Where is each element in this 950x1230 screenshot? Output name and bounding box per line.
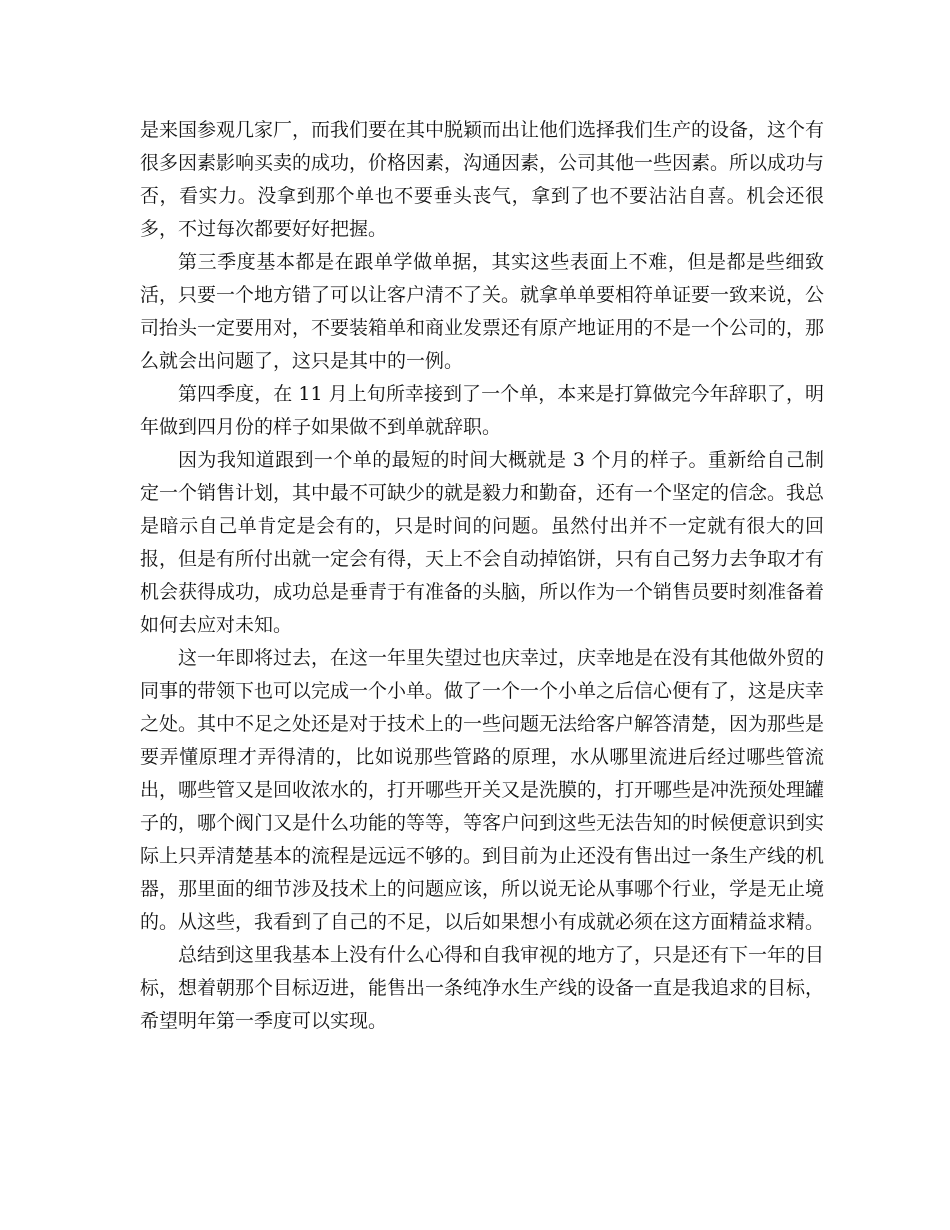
paragraph-5: 这一年即将过去，在这一年里失望过也庆幸过，庆幸地是在没有其他做外贸的同事的带领下也可以完成一个小单。做了一个一个小单之后信心便有了，这是庆幸之处。其中不足之处还是对于技术上的一些问题无法给客户解答清楚，因为那些是要弄懂原理才弄得清的，比如说那些管路的原理，水从哪里流进后经过哪些管流出，哪些管又是回收浓水的，打开哪些开关又是洗膜的，打开哪些是冲洗预处理罐子的，哪个阀门又是什么功能的等等，等客户问到这些无法告知的时候便意识到实际上只弄清楚基本的流程是远远不够的。到目前为止还没有售出过一条生产线的机器，那里面的细节涉及技术上的问题应该，所以说无论从事哪个行业，学是无止境的。从这些，我看到了自己的不足，以后如果想小有成就必须在这方面精益求精。	[140, 647, 825, 933]
paragraph-3: 第四季度，在 11 月上旬所幸接到了一个单，本来是打算做完今年辞职了，明年做到四月份的样子如果做不到单就辞职。	[140, 383, 824, 438]
document-body	[140, 114, 824, 1038]
paragraph-6: 总结到这里我基本上没有什么心得和自我审视的地方了，只是还有下一年的目标，想着朝那个目标迈进，能售出一条纯净水生产线的设备一直是我追求的目标，希望明年第一季度可以实现。	[140, 944, 825, 1032]
paragraph-4: 因为我知道跟到一个单的最短的时间大概就是 3 个月的样子。重新给自己制定一个销售计划，其中最不可缺少的就是毅力和勤奋，还有一个坚定的信念。我总是暗示自己单肯定是会有的，只是时间的问题。虽然付出并不一定就有很大的回报，但是有所付出就一定会有得，天上不会自动掉馅饼，只有自己努力去争取才有机会获得成功，成功总是垂青于有准备的头脑，所以作为一个销售员要时刻准备着如何去应对未知。	[140, 449, 825, 636]
paragraph-1: 是来国参观几家厂，而我们要在其中脱颖而出让他们选择我们生产的设备，这个有很多因素影响买卖的成功，价格因素，沟通因素，公司其他一些因素。所以成功与否，看实力。没拿到那个单也不要垂头丧气，拿到了也不要沾沾自喜。机会还很多，不过每次都要好好把握。	[140, 119, 825, 240]
paragraph-2: 第三季度基本都是在跟单学做单据，其实这些表面上不难，但是都是些细致活，只要一个地方错了可以让客户清不了关。就拿单单要相符单证要一致来说，公司抬头一定要用对，不要装箱单和商业发票还有原产地证用的不是一个公司的，那么就会出问题了，这只是其中的一例。	[140, 251, 825, 372]
